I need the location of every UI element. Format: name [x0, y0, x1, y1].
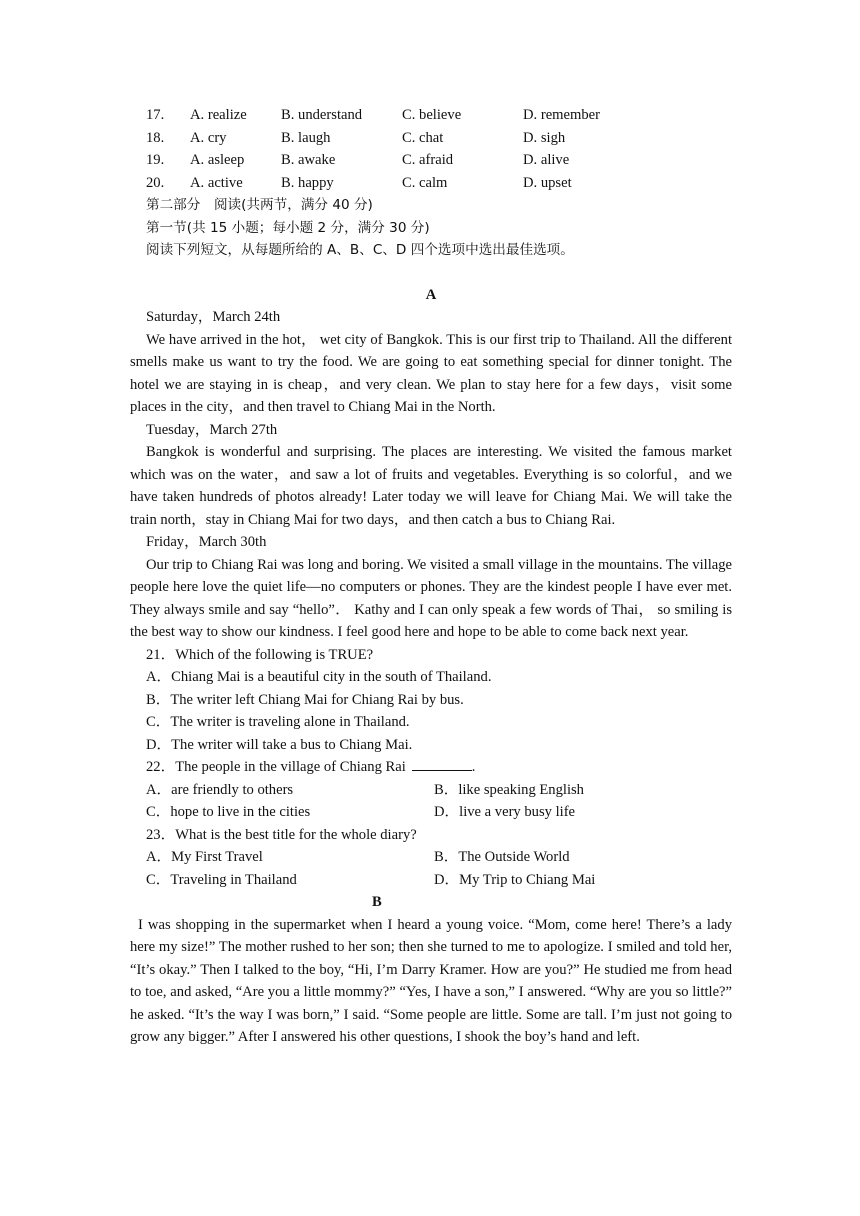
question-22-option-a: A．are friendly to others [146, 781, 294, 798]
question-22-option-c: C．hope to live in the cities [146, 804, 311, 820]
diary-entry: Bangkok is wonderful and surprising. The places are interesting. We visited the famous market which was on the water，and saw a lot of fruits and vegetables. Everything is so colorful，and we have taken hundreds of photos already! Later today we will leave for Chiang Mai. We will take the train north，stay in Chiang Mai for two days，and then catch a bus to Chiang Rai. [130, 444, 732, 528]
option-d: D. remember [523, 107, 600, 123]
question-21-option-b: B．The writer left Chiang Mai for Chiang Rai by bus. [146, 691, 464, 708]
question-21-stem: 21．Which of the following is TRUE? [146, 646, 374, 663]
option-c: C. afraid [402, 152, 454, 168]
question-number: 20. [146, 174, 165, 191]
question-23-options-row-1 [130, 846, 732, 869]
question-23-option-b: B．The Outside World [434, 849, 570, 865]
question-21-option-c: C．The writer is traveling alone in Thailand. [146, 714, 410, 730]
question-23-options-row-2 [130, 869, 732, 892]
question-23-option-d: D．My Trip to Chiang Mai [434, 871, 596, 888]
instruction: 阅读下列短文，从每题所给的 A、B、C、D 四个选项中选出最佳选项。 [146, 242, 574, 258]
diary-date: Friday，March 30th [146, 534, 267, 550]
question-number: 18. [146, 129, 165, 146]
cloze-options [130, 104, 732, 194]
spacer [130, 262, 732, 284]
question-22-options-row-2 [130, 801, 732, 824]
passage-b-text: I was shopping in the supermarket when I heard a young voice. “Mom, come here! There’s a lady here my size!” The mother rushed to her son; then she turned to me to apologize. I smiled and told her, “It’s okay.” Then I talked to the boy, “Hi, I’m Darry Kramer. How are you?” He studied me from head to toe, and asked, “Are you a little mommy?” “Yes, I have a son,” I answered. “Why are you so little?” he asked. “It’s the way I was born,” I said. “Some people are little. Some are tall. I’m just not going to grow any bigger.” After I answered his other questions, I shook the boy’s hand and left. [130, 916, 732, 1045]
question-22-option-b: B．like speaking English [434, 781, 584, 798]
option-b: B. happy [281, 174, 334, 191]
option-b: B. understand [281, 107, 363, 123]
question-22-stem: 22．The people in the village of Chiang Rai [146, 759, 406, 775]
option-row-18 [130, 127, 732, 150]
passage-a-label: A [425, 286, 437, 303]
option-row-20 [130, 172, 732, 195]
part-title: 第二部分 阅读(共两节，满分 40 分) [146, 197, 373, 213]
option-b: B. awake [281, 152, 336, 168]
diary-entry: Our trip to Chiang Rai was long and boring. We visited a small village in the mountains. The village people here love the quiet life—no computers or phones. They are the kindest people I have ever met. They always smile and say “hello”． Kathy and I can only speak a few words of Thai， so smiling is the best way to show our kindness. I feel good here and hope to be able to come back next year. [130, 556, 732, 640]
option-c: C. believe [402, 107, 462, 123]
option-d: D. upset [523, 174, 572, 191]
question-23-stem: 23．What is the best title for the whole diary? [146, 826, 417, 843]
question-number: 17. [146, 107, 165, 123]
option-c: C. calm [402, 174, 448, 191]
option-a: A. cry [190, 129, 227, 146]
option-row-19 [130, 149, 732, 172]
question-21-option-a: A．Chiang Mai is a beautiful city in the south of Thailand. [146, 669, 492, 685]
question-22-option-d: D．live a very busy life [434, 804, 576, 820]
option-row-17 [130, 104, 732, 127]
answer-blank [412, 756, 472, 771]
question-number: 19. [146, 152, 165, 168]
exam-page [130, 104, 732, 1049]
passage-b-label: B [372, 894, 382, 910]
option-a: A. realize [190, 107, 247, 123]
option-a: A. active [190, 174, 243, 191]
option-d: D. alive [523, 152, 570, 168]
diary-entry: We have arrived in the hot， wet city of Bangkok. This is our first trip to Thailand. All the different smells make us want to try the food. We are going to eat something special for dinner tonight. The hotel we are staying in is cheap，and very clean. We plan to stay here for a few days，visit some places in the city，and then travel to Chiang Mai in the North. [130, 331, 732, 415]
question-22-options-row-1 [130, 779, 732, 802]
subsection-title: 第一节(共 15 小题；每小题 2 分，满分 30 分) [146, 219, 430, 236]
option-c: C. chat [402, 129, 444, 146]
option-b: B. laugh [281, 129, 331, 146]
question-23-option-a: A．My First Travel [146, 849, 263, 865]
option-a: A. asleep [190, 152, 245, 168]
diary-date: Saturday，March 24th [146, 309, 281, 325]
question-23-option-c: C．Traveling in Thailand [146, 871, 297, 888]
question-21-option-d: D．The writer will take a bus to Chiang Mai. [146, 736, 413, 753]
question-22: 22．The people in the village of Chiang Rai . [130, 756, 732, 779]
option-d: D. sigh [523, 129, 566, 146]
diary-date: Tuesday，March 27th [146, 421, 278, 438]
